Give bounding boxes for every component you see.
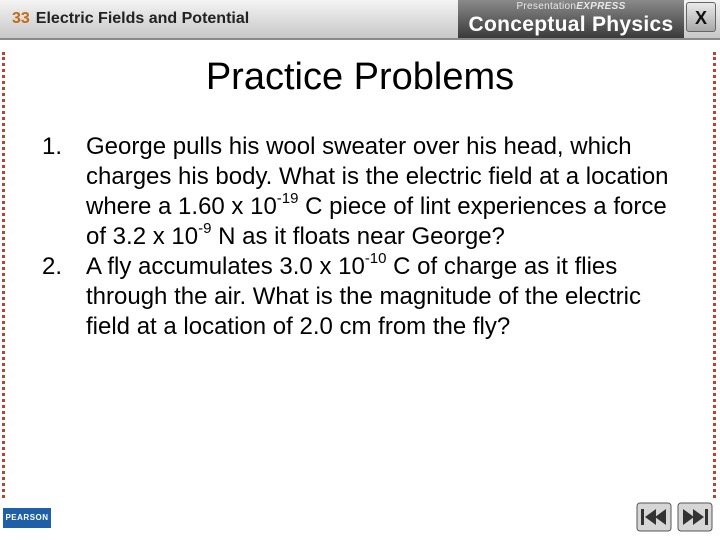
exponent: -9 bbox=[198, 220, 212, 237]
chapter-number: 33 bbox=[12, 10, 30, 27]
problem-list bbox=[42, 132, 682, 342]
right-dotted-border bbox=[713, 52, 716, 498]
next-slide-button[interactable] bbox=[677, 502, 713, 532]
problem-text: N as it floats near George? bbox=[211, 223, 505, 250]
previous-slide-icon bbox=[636, 502, 672, 532]
brand-title: Conceptual Physics bbox=[468, 13, 674, 36]
problem-item bbox=[42, 132, 682, 252]
pearson-logo: PEARSON bbox=[3, 508, 51, 528]
brand-subtitle-prefix: Presentation bbox=[516, 1, 577, 12]
problem-text: C piece of lint experiences a force of 3.2 x 10 bbox=[86, 193, 667, 250]
exponent: -10 bbox=[364, 250, 387, 267]
left-dotted-border bbox=[2, 52, 5, 498]
previous-slide-button[interactable] bbox=[636, 502, 672, 532]
problem-item bbox=[42, 252, 682, 342]
problem-text: C of charge as it flies through the air. What is the magnitude of the electric field at a location of 2.0 cm from the fly? bbox=[86, 253, 641, 340]
brand-subtitle-bold: EXPRESS bbox=[576, 1, 626, 12]
brand-subtitle bbox=[458, 1, 684, 12]
next-slide-icon bbox=[677, 502, 713, 532]
chapter-title: Electric Fields and Potential bbox=[35, 10, 250, 27]
problem-number: 1. bbox=[42, 133, 63, 160]
chapter-heading bbox=[12, 10, 249, 28]
problem-number: 2. bbox=[42, 253, 63, 280]
problem-text: George pulls his wool sweater over his head, which charges his body. What is the electric field at a location where a 1.60 x 10 bbox=[86, 133, 669, 220]
brand-logo bbox=[458, 0, 684, 38]
slide-header bbox=[0, 0, 720, 40]
exponent: -19 bbox=[276, 190, 299, 207]
close-button[interactable]: X bbox=[686, 2, 716, 32]
slide-title: Practice Problems bbox=[205, 56, 515, 98]
problem-text: A fly accumulates 3.0 x 10 bbox=[86, 253, 365, 280]
